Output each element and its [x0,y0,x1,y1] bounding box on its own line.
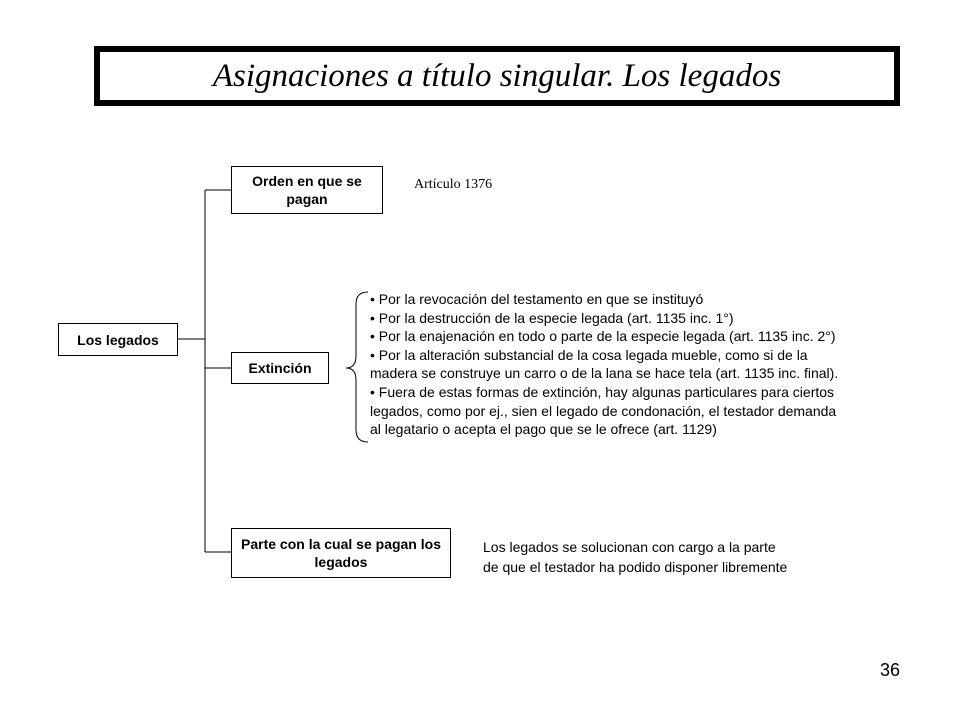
parte-desc-line: de que el testador ha podido disponer libremente [483,559,788,575]
extincion-bullet-list [370,290,940,439]
page-number: 36 [880,660,901,680]
parte-description [483,537,787,577]
node-orden-pago [231,166,383,214]
extincion-line: • Por la enajenación en todo o parte de la especie legada (art. 1135 inc. 2°) [370,328,836,345]
root-node-los-legados [58,323,178,356]
extincion-line: • Fuera de estas formas de extinción, hay algunas particulares para ciertos [370,383,835,400]
node-extincion-label: Extinción [248,360,312,376]
node-extincion [231,352,329,384]
orden-articulo-note: Artículo 1376 [414,177,493,192]
extincion-curly-brace [346,292,368,442]
extincion-line: • Por la destrucción de la especie legada (art. 1135 inc. 1°) [370,309,734,326]
extincion-line: legados, como por ej., sien el legado de condonación, el testador demanda [370,402,837,419]
extincion-line: • Por la revocación del testamento en que se instituyó [370,291,704,307]
node-parte-pago [231,528,451,578]
node-orden-label: Orden en que se pagan [252,173,362,207]
extincion-line: al legatario o acepta el pago que se le ofrece (art. 1129) [370,421,717,438]
extincion-line: • Por la alteración substancial de la cosa legada mueble, como si de la [370,346,808,363]
parte-desc-line: Los legados se solucionan con cargo a la parte [483,539,776,555]
extincion-line: madera se construye un carro o de la lana se hace tela (art. 1135 inc. final). [370,365,839,382]
root-node-label: Los legados [77,331,159,348]
node-parte-label: Parte con la cual se pagan los legados [241,536,441,570]
slide-title: Asignaciones a título singular. Los legados [212,57,782,94]
